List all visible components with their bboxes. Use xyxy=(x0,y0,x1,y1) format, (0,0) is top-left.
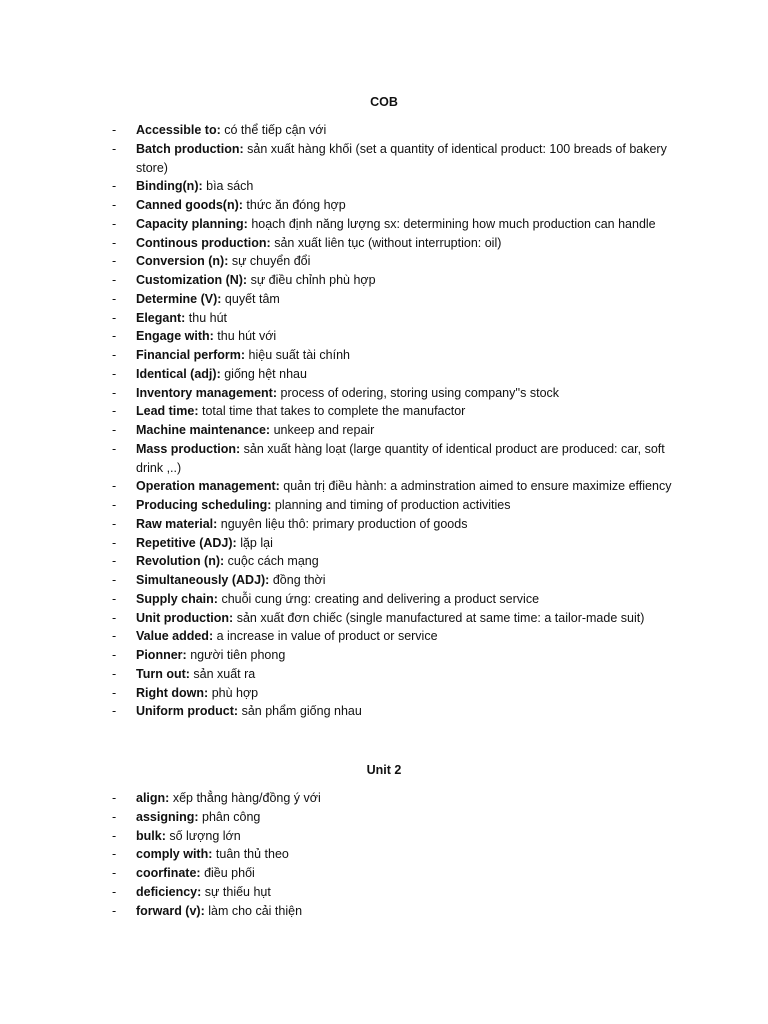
term-definition: thu hút với xyxy=(217,329,277,344)
list-item xyxy=(112,252,672,271)
list-item xyxy=(112,121,672,140)
bullet-dash: - xyxy=(112,423,117,437)
list-item xyxy=(112,789,672,808)
list-item xyxy=(112,384,672,403)
term-label: Conversion (n): xyxy=(136,254,229,269)
term-label: Determine (V): xyxy=(136,291,222,306)
bullet-dash: - xyxy=(112,591,117,606)
term-label: Mass production: xyxy=(136,441,241,456)
list-item xyxy=(112,902,672,921)
term-label: Inventory management: xyxy=(136,385,278,400)
term-label: Pionner: xyxy=(136,648,187,662)
term-definition: chuỗi cung ứng: creating and delivering a product service xyxy=(221,591,540,606)
bullet-dash: - xyxy=(112,329,117,344)
term-definition: đồng thời xyxy=(272,573,326,587)
term-definition: sự điều chỉnh phù hợp xyxy=(250,273,376,287)
bullet-dash: - xyxy=(112,884,117,899)
term-label: align: xyxy=(136,791,170,805)
term-label: Supply chain: xyxy=(136,591,218,606)
term-label: Capacity planning: xyxy=(136,216,248,231)
term-definition: sự chuyển đổi xyxy=(231,254,311,269)
term-list-cob xyxy=(112,121,672,721)
list-item xyxy=(112,515,672,534)
bullet-dash: - xyxy=(112,809,117,824)
term-label: Lead time: xyxy=(136,404,199,419)
term-label: Unit production: xyxy=(136,610,234,625)
term-label: Simultaneously (ADJ): xyxy=(136,573,270,587)
term-definition: có thể tiếp cận với xyxy=(224,123,327,137)
term-label: Turn out: xyxy=(136,666,190,681)
list-item xyxy=(112,477,672,496)
bullet-dash: - xyxy=(112,685,117,700)
list-item xyxy=(112,140,672,178)
term-label: Customization (N): xyxy=(136,273,248,287)
list-item xyxy=(112,271,672,290)
term-definition: a increase in value of product or service xyxy=(216,629,438,644)
term-label: Continous production: xyxy=(136,235,271,250)
list-item xyxy=(112,571,672,590)
term-definition: unkeep and repair xyxy=(273,423,375,437)
bullet-dash: - xyxy=(112,866,117,880)
term-definition: sản xuất hàng khối (set a quantity of identical product: 100 breads of bakery store) xyxy=(136,141,667,175)
list-item xyxy=(112,609,672,628)
bullet-dash: - xyxy=(112,535,117,550)
bullet-dash: - xyxy=(112,554,117,569)
term-definition: thu hút xyxy=(188,310,228,325)
list-item xyxy=(112,845,672,864)
bullet-dash: - xyxy=(112,516,117,531)
list-item xyxy=(112,534,672,553)
section-title-cob: COB xyxy=(370,95,398,109)
term-definition: sản xuất ra xyxy=(193,666,256,681)
term-label: Producing scheduling: xyxy=(136,498,272,512)
term-definition: cuộc cách mạng xyxy=(227,554,319,569)
term-label: forward (v): xyxy=(136,903,205,918)
list-item xyxy=(112,627,672,646)
term-label: Binding(n): xyxy=(136,179,203,194)
term-definition: quyết tâm xyxy=(224,291,280,306)
list-item xyxy=(112,590,672,609)
list-item xyxy=(112,290,672,309)
bullet-dash: - xyxy=(112,648,117,662)
term-definition: bìa sách xyxy=(206,179,254,194)
term-label: Value added: xyxy=(136,629,214,644)
bullet-dash: - xyxy=(112,273,117,287)
term-label: Elegant: xyxy=(136,310,186,325)
term-label: Batch production: xyxy=(136,141,244,156)
term-label: Right down: xyxy=(136,685,209,700)
term-label: deficiency: xyxy=(136,884,202,899)
bullet-dash: - xyxy=(112,629,117,644)
term-label: Identical (adj): xyxy=(136,366,221,381)
term-label: Machine maintenance: xyxy=(136,423,271,437)
term-definition: làm cho cải thiện xyxy=(208,903,303,918)
list-item xyxy=(112,864,672,883)
term-label: Accessible to: xyxy=(136,123,221,137)
term-definition: xếp thẳng hàng/đồng ý với xyxy=(172,791,321,805)
term-definition: phân công xyxy=(202,809,261,824)
term-definition: lặp lại xyxy=(240,535,273,550)
bullet-dash: - xyxy=(112,254,117,269)
bullet-dash: - xyxy=(112,573,117,587)
term-definition: sản xuất hàng loạt (large quantity of identical product are produced: car, soft drink ,..) xyxy=(136,441,665,475)
term-definition: total time that takes to complete the manufactor xyxy=(202,404,466,419)
term-label: assigning: xyxy=(136,809,199,824)
list-item xyxy=(112,215,672,234)
bullet-dash: - xyxy=(112,366,117,381)
bullet-dash: - xyxy=(112,666,117,681)
term-label: Revolution (n): xyxy=(136,554,225,569)
list-item xyxy=(112,309,672,328)
term-definition: process of odering, storing using company''s stock xyxy=(280,385,560,400)
term-label: Operation management: xyxy=(136,479,280,494)
list-item xyxy=(112,552,672,571)
bullet-dash: - xyxy=(112,828,117,843)
term-definition: planning and timing of production activities xyxy=(274,498,511,512)
bullet-dash: - xyxy=(112,441,117,456)
term-definition: quản trị điều hành: a adminstration aimed to ensure maximize effiency xyxy=(283,479,672,494)
bullet-dash: - xyxy=(112,348,117,362)
term-label: coorfinate: xyxy=(136,866,201,880)
list-item xyxy=(112,883,672,902)
bullet-dash: - xyxy=(112,310,117,325)
bullet-dash: - xyxy=(112,847,117,862)
list-item xyxy=(112,421,672,440)
term-definition: hoạch định năng lượng sx: determining how much production can handle xyxy=(251,216,656,231)
bullet-dash: - xyxy=(112,141,117,156)
term-definition: giống hệt nhau xyxy=(224,366,307,381)
bullet-dash: - xyxy=(112,123,117,137)
bullet-dash: - xyxy=(112,235,117,250)
term-definition: phù hợp xyxy=(211,685,259,700)
list-item xyxy=(112,327,672,346)
list-item xyxy=(112,496,672,515)
bullet-dash: - xyxy=(112,291,117,306)
bullet-dash: - xyxy=(112,198,117,212)
list-item xyxy=(112,365,672,384)
list-item xyxy=(112,234,672,253)
term-label: comply with: xyxy=(136,847,213,862)
term-list-unit-2 xyxy=(112,789,672,920)
list-item xyxy=(112,827,672,846)
term-label: Engage with: xyxy=(136,329,214,344)
term-label: Uniform product: xyxy=(136,704,239,719)
bullet-dash: - xyxy=(112,498,117,512)
term-definition: sản phẩm giống nhau xyxy=(241,704,362,719)
list-item xyxy=(112,684,672,703)
bullet-dash: - xyxy=(112,903,117,918)
list-item xyxy=(112,346,672,365)
term-definition: hiệu suất tài chính xyxy=(248,348,350,362)
term-label: bulk: xyxy=(136,828,166,843)
list-item xyxy=(112,665,672,684)
term-label: Repetitive (ADJ): xyxy=(136,535,237,550)
term-definition: sự thiếu hụt xyxy=(204,884,271,899)
bullet-dash: - xyxy=(112,179,117,194)
list-item xyxy=(112,808,672,827)
term-definition: thức ăn đóng hợp xyxy=(246,198,346,212)
bullet-dash: - xyxy=(112,479,117,494)
bullet-dash: - xyxy=(112,704,117,719)
bullet-dash: - xyxy=(112,385,117,400)
term-definition: điều phối xyxy=(204,866,255,880)
term-definition: sản xuất đơn chiếc (single manufactured at same time: a tailor-made suit) xyxy=(236,610,645,625)
bullet-dash: - xyxy=(112,791,117,805)
bullet-dash: - xyxy=(112,610,117,625)
list-item xyxy=(112,646,672,665)
term-label: Canned goods(n): xyxy=(136,198,243,212)
term-label: Financial perform: xyxy=(136,348,246,362)
term-definition: tuân thủ theo xyxy=(215,847,289,862)
list-item xyxy=(112,702,672,721)
term-label: Raw material: xyxy=(136,516,218,531)
section-title-unit-2: Unit 2 xyxy=(366,763,402,777)
term-definition: nguyên liệu thô: primary production of goods xyxy=(220,516,468,531)
list-item xyxy=(112,177,672,196)
bullet-dash: - xyxy=(112,404,117,419)
term-definition: người tiên phong xyxy=(190,648,286,662)
term-definition: sản xuất liên tục (without interruption: oil) xyxy=(274,235,502,250)
list-item xyxy=(112,440,672,478)
term-definition: số lượng lớn xyxy=(169,828,241,843)
bullet-dash: - xyxy=(112,216,117,231)
list-item xyxy=(112,402,672,421)
list-item xyxy=(112,196,672,215)
